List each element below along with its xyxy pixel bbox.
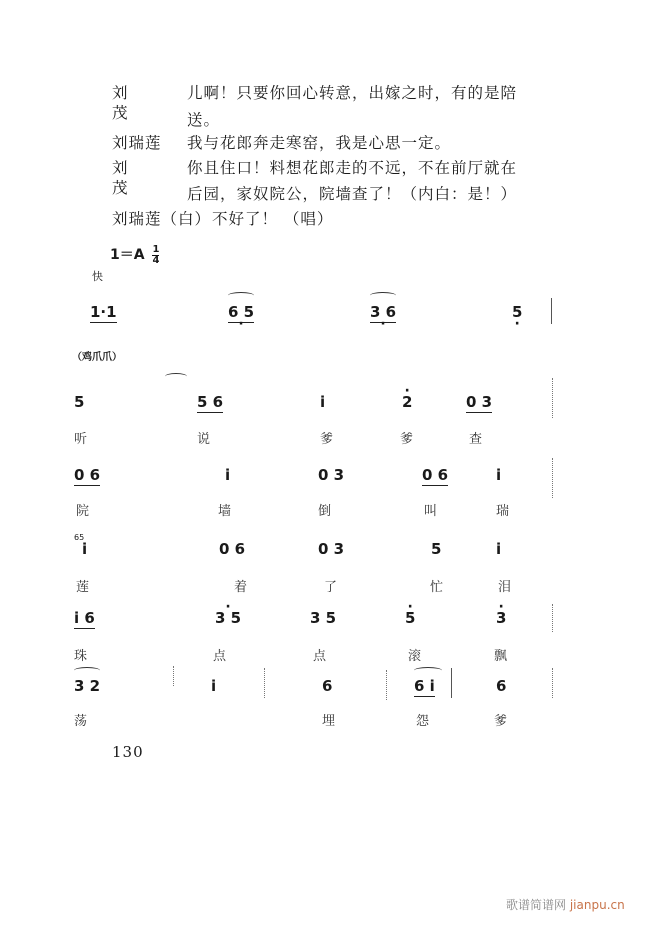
note: 6	[496, 677, 507, 695]
speaker-name: 刘 茂	[112, 84, 142, 122]
note: 0 3	[466, 393, 493, 411]
note: 3 2	[74, 677, 101, 695]
note: 0 6	[422, 466, 449, 484]
lyric: 飘	[494, 649, 508, 664]
lyric: 听	[74, 432, 88, 447]
note: 5 6	[197, 393, 224, 411]
note: · 3 5	[215, 610, 241, 626]
watermark-cn: 歌谱简谱网	[506, 898, 567, 912]
dialogue-line: 儿啊！只要你回心转意，出嫁之时，有的是陪	[187, 84, 518, 102]
dialogue-line: 送。	[187, 111, 221, 129]
note: 1·1	[90, 303, 117, 321]
time-num: 1	[152, 243, 160, 255]
lyric: 瑞	[496, 504, 510, 519]
time-den: 4	[152, 254, 160, 266]
lyric: 点	[313, 649, 327, 664]
note: 0 6	[74, 466, 101, 484]
note: 6 5 ·	[228, 304, 254, 320]
lyric: 墙	[218, 504, 232, 519]
note: i	[496, 540, 502, 558]
lyric: 了	[324, 580, 338, 595]
note: i 6	[74, 609, 95, 627]
lyric: 点	[213, 649, 227, 664]
lyric: 莲	[76, 580, 90, 595]
dialogue-line: 我与花郎奔走寒窑，我是心思一定。	[187, 134, 452, 152]
watermark	[506, 896, 625, 913]
lyric: 爹	[320, 432, 334, 447]
lyric: 怨	[416, 714, 430, 729]
lyric: 爹	[494, 714, 508, 729]
grace-note: 65	[74, 533, 85, 542]
note: i	[82, 540, 88, 558]
bar-line	[551, 298, 552, 324]
lyric: 忙	[430, 580, 444, 595]
bar-line	[552, 458, 554, 498]
slur	[370, 292, 396, 299]
page-number: 130	[112, 743, 144, 761]
note: 0 3	[318, 466, 345, 484]
note: 6 i	[414, 677, 435, 695]
lyric: 泪	[498, 580, 512, 595]
dialogue-line: 你且住口！料想花郎走的不远，不在前厅就在	[187, 159, 518, 177]
lyric: 院	[76, 504, 90, 519]
lyric: 倒	[318, 504, 332, 519]
note: 6	[322, 677, 333, 695]
dialogue-line: 后园，家奴院公，院墙查了！（内白：是！）	[187, 185, 518, 203]
slur	[414, 667, 442, 674]
note: 0 6	[219, 540, 246, 558]
dialogue-line: 不好了！ （唱）	[212, 210, 334, 228]
lyric: 查	[469, 432, 483, 447]
note: 5 ·	[512, 304, 522, 320]
slur	[165, 373, 187, 380]
note: 3 5	[310, 609, 337, 627]
lyric: 滚	[408, 649, 422, 664]
qupai-title: （鸡爪爪）	[72, 352, 122, 363]
lyric: 荡	[74, 714, 88, 729]
bar-line	[552, 604, 554, 632]
note: 5	[431, 540, 442, 558]
lyric: 着	[234, 580, 248, 595]
note: i	[496, 466, 502, 484]
note: 3 6 ·	[370, 304, 396, 320]
note: 5	[74, 393, 85, 411]
bar-line	[386, 670, 388, 700]
note: i	[225, 466, 231, 484]
time-signature	[152, 245, 159, 266]
key-signature	[110, 244, 159, 266]
tempo-marking: 快	[92, 270, 103, 283]
bar-line	[451, 668, 452, 698]
speaker-name: 刘 茂	[112, 159, 142, 197]
bar-line	[173, 666, 175, 686]
speaker-name: 刘瑞莲（白）	[112, 210, 212, 228]
note: i	[320, 393, 326, 411]
speaker-name: 刘瑞莲	[112, 134, 162, 152]
watermark-en: jianpu.cn	[569, 898, 625, 912]
bar-line	[552, 378, 554, 418]
key-label: 1＝A	[110, 247, 145, 263]
note: i	[211, 677, 217, 695]
lyric: 爹	[400, 432, 414, 447]
note: · 3	[496, 610, 506, 626]
bar-line	[552, 668, 554, 698]
note: · 5	[405, 610, 415, 626]
lyric: 叫	[424, 504, 438, 519]
lyric: 说	[197, 432, 211, 447]
lyric: 珠	[74, 649, 88, 664]
note: · 2	[402, 394, 412, 410]
lyric: 埋	[322, 714, 336, 729]
slur	[74, 667, 100, 674]
note: 0 3	[318, 540, 345, 558]
slur	[228, 292, 254, 299]
bar-line	[264, 668, 266, 698]
